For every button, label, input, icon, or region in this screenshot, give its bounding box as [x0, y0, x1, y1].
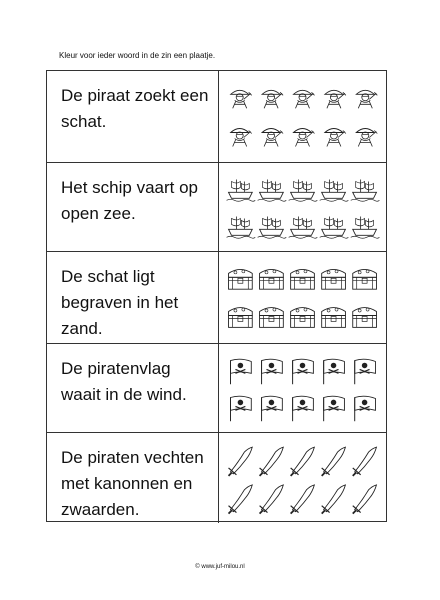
pictures-grid: [219, 252, 386, 343]
pirate-flag-icon: [231, 359, 252, 384]
ship-icon: [289, 216, 318, 238]
pictures-grid: [219, 433, 386, 523]
pirate-flag-icon: [262, 359, 283, 384]
worksheet-table: [46, 70, 387, 522]
treasure-chest-icon: [291, 269, 315, 289]
treasure-chest-icon: [353, 269, 377, 289]
sword-icon: [229, 447, 253, 476]
sentence-text: De piraten vechten met kanonnen en zwaarden.: [47, 433, 219, 523]
sword-icon: [322, 447, 346, 476]
pictures-grid: [219, 163, 386, 251]
pirate-flag-icon: [231, 396, 252, 421]
pirate-icon: [262, 90, 283, 108]
treasure-chest-icon: [229, 308, 253, 328]
sword-icon: [229, 485, 253, 514]
instruction-text: Kleur voor ieder woord in de zin een plaatje.: [59, 51, 216, 60]
ship-icon: [351, 216, 380, 238]
pirate-icon: [294, 90, 315, 108]
sentence-text: De schat ligt begraven in het zand.: [47, 252, 219, 343]
treasure-chest-icon: [291, 308, 315, 328]
treasure-chest-icon: [353, 308, 377, 328]
worksheet-row: [47, 162, 386, 251]
ship-icon: [258, 180, 287, 202]
worksheet-row: [47, 251, 386, 343]
pictures-grid: [219, 71, 386, 162]
pirate-icon: [231, 129, 252, 147]
pirate-flag-icon: [262, 396, 283, 421]
ship-icon: [227, 180, 256, 202]
ship-icon: [320, 180, 349, 202]
picture-cell: [219, 344, 386, 432]
treasure-chest-icon: [229, 269, 253, 289]
treasure-chest-icon: [322, 269, 346, 289]
ship-icon: [351, 180, 380, 202]
pirate-icon: [231, 90, 252, 108]
pirate-icon: [262, 129, 283, 147]
pirate-icon: [356, 90, 377, 108]
worksheet-row: [47, 71, 386, 162]
footer-credit: © www.juf-milou.nl: [195, 564, 245, 570]
worksheet-row: [47, 343, 386, 432]
sentence-text: De piraat zoekt een schat.: [47, 71, 219, 162]
sword-icon: [322, 485, 346, 514]
picture-cell: [219, 71, 386, 162]
pirate-flag-icon: [355, 396, 376, 421]
pictures-grid: [219, 344, 386, 432]
picture-cell: [219, 433, 386, 523]
picture-cell: [219, 163, 386, 251]
treasure-chest-icon: [322, 308, 346, 328]
sword-icon: [260, 485, 284, 514]
sword-icon: [353, 485, 377, 514]
sword-icon: [353, 447, 377, 476]
treasure-chest-icon: [260, 308, 284, 328]
pirate-flag-icon: [355, 359, 376, 384]
pirate-flag-icon: [293, 359, 314, 384]
pirate-icon: [294, 129, 315, 147]
pirate-flag-icon: [324, 359, 345, 384]
sword-icon: [291, 447, 315, 476]
pirate-flag-icon: [324, 396, 345, 421]
ship-icon: [289, 180, 318, 202]
pirate-icon: [325, 90, 346, 108]
sword-icon: [291, 485, 315, 514]
ship-icon: [227, 216, 256, 238]
picture-cell: [219, 252, 386, 343]
worksheet-row: [47, 432, 386, 523]
pirate-icon: [325, 129, 346, 147]
treasure-chest-icon: [260, 269, 284, 289]
sentence-text: Het schip vaart op open zee.: [47, 163, 219, 251]
pirate-flag-icon: [293, 396, 314, 421]
sentence-text: De piratenvlag waait in de wind.: [47, 344, 219, 432]
sword-icon: [260, 447, 284, 476]
ship-icon: [258, 216, 287, 238]
pirate-icon: [356, 129, 377, 147]
ship-icon: [320, 216, 349, 238]
